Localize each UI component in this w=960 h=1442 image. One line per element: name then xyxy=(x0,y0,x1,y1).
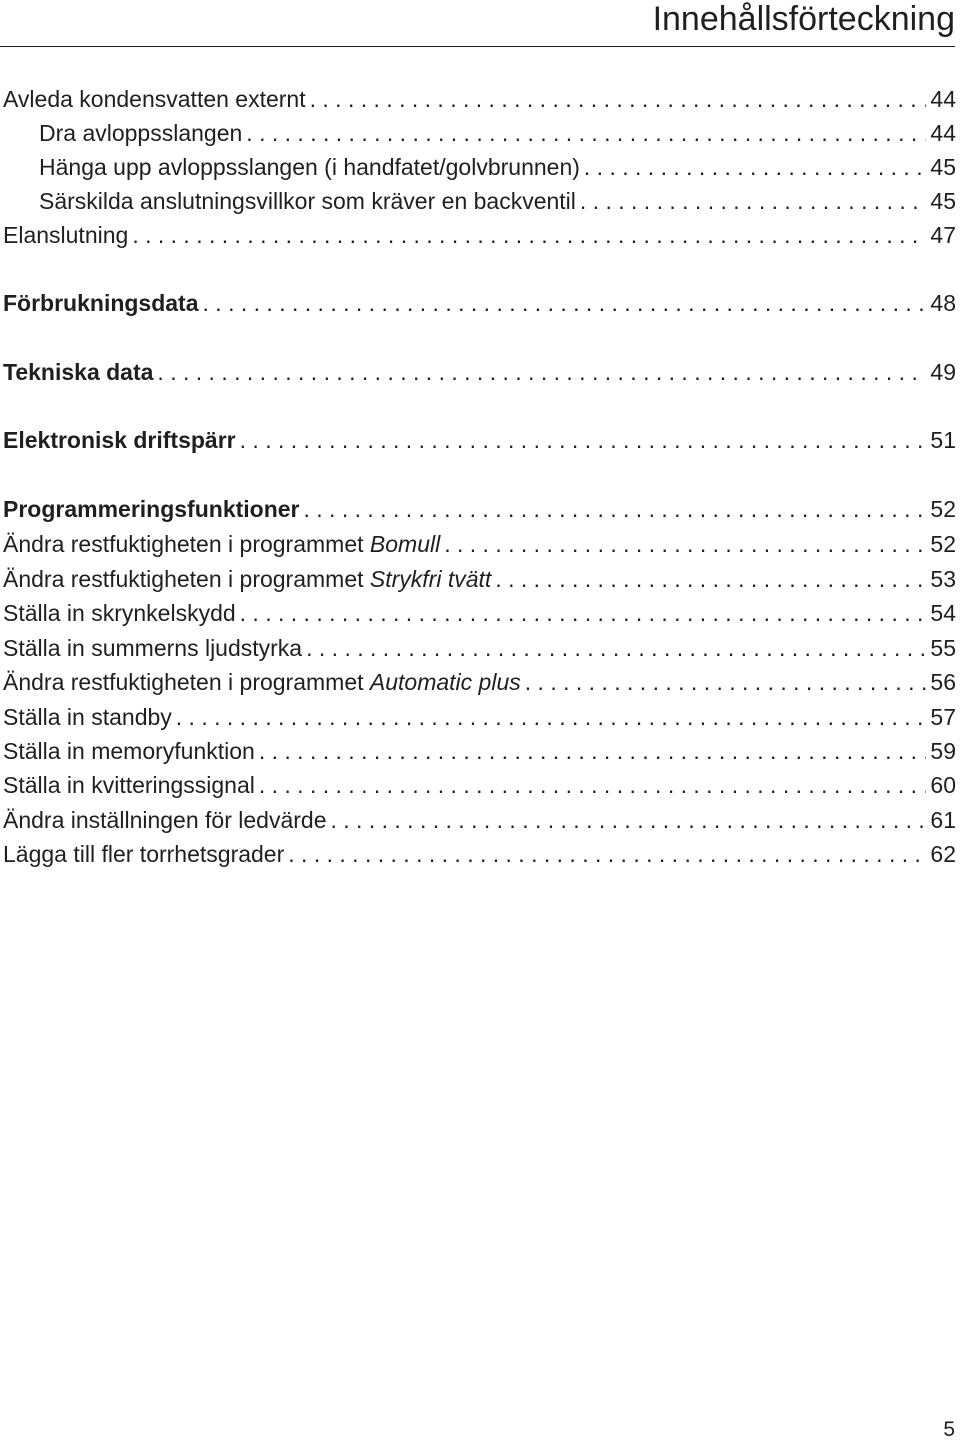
toc-entry[interactable] xyxy=(3,560,956,594)
toc-entry-title-text: Elektronisk driftspärr xyxy=(3,427,236,453)
toc-entry[interactable] xyxy=(3,732,956,766)
toc-entry-title-text: Dra avloppsslangen xyxy=(39,120,243,146)
dot-leader xyxy=(259,736,927,766)
toc-entry-title xyxy=(3,770,255,800)
dot-leader xyxy=(132,220,926,250)
toc-entry[interactable] xyxy=(3,594,956,628)
dot-leader xyxy=(444,529,926,559)
toc-entry-title xyxy=(3,288,199,318)
toc-entry-title xyxy=(3,529,440,559)
toc-entry-title xyxy=(3,598,236,628)
toc-entry-title-text: Elanslutning xyxy=(3,222,129,248)
toc-entry-page: 49 xyxy=(930,359,956,385)
toc-entry-title-text: Ändra restfuktigheten i programmet xyxy=(3,669,370,695)
toc-entry-page: 51 xyxy=(930,427,956,453)
toc-entry-page: 54 xyxy=(930,600,956,626)
toc-entry[interactable] xyxy=(3,490,956,524)
toc-entry-title-text: Programmeringsfunktioner xyxy=(3,496,300,522)
dot-leader xyxy=(304,494,927,524)
toc-entry-title-text: Ändra restfuktigheten i programmet xyxy=(3,531,370,557)
toc-entry-page: 56 xyxy=(930,669,956,695)
dot-leader xyxy=(580,186,927,216)
toc-entry-title-text: Hänga upp avloppsslangen (i handfatet/golvbrunnen) xyxy=(39,154,580,180)
page-title: Innehållsförteckning xyxy=(652,0,955,38)
toc-entry-title-text: Ställa in standby xyxy=(3,704,172,730)
toc-entry-title xyxy=(3,633,302,663)
toc-entry-title xyxy=(3,736,255,766)
toc-entry-title-text: Ändra inställningen för ledvärde xyxy=(3,807,327,833)
dot-leader xyxy=(203,288,927,318)
dot-leader xyxy=(330,805,926,835)
dot-leader xyxy=(584,152,927,182)
toc-entry[interactable] xyxy=(3,216,956,250)
toc-entry-page: 44 xyxy=(930,86,956,112)
toc-entry[interactable] xyxy=(3,801,956,835)
toc-entry-program-name: Strykfri tvätt xyxy=(369,566,492,592)
toc-entry-title xyxy=(3,220,128,250)
toc-entry[interactable] xyxy=(39,182,956,216)
page-header xyxy=(0,0,955,47)
toc-entry[interactable] xyxy=(3,766,956,800)
toc-entry[interactable] xyxy=(39,114,956,148)
dot-leader xyxy=(525,667,927,697)
toc-entry-page: 45 xyxy=(930,154,956,180)
toc-entry-page: 48 xyxy=(930,290,956,316)
toc-entry-page: 52 xyxy=(930,496,956,522)
toc-entry-page: 62 xyxy=(930,841,956,867)
dot-leader xyxy=(495,564,926,594)
toc-entry-title xyxy=(3,357,153,387)
toc-entry[interactable] xyxy=(3,698,956,732)
toc-entry-title xyxy=(39,186,576,216)
page-number: 5 xyxy=(943,1418,955,1441)
toc-entry[interactable] xyxy=(3,663,956,697)
toc-entry-page: 52 xyxy=(930,531,956,557)
toc-entry-page: 59 xyxy=(930,738,956,764)
dot-leader xyxy=(176,702,927,732)
toc-entry-program-name: Bomull xyxy=(369,531,441,557)
toc-entry-page: 57 xyxy=(930,704,956,730)
toc-entry-page: 47 xyxy=(930,222,956,248)
toc-entry[interactable] xyxy=(3,284,956,318)
dot-leader xyxy=(306,633,926,663)
toc-entry-title xyxy=(3,425,236,455)
toc-entry-page: 44 xyxy=(930,120,956,146)
toc-entry[interactable] xyxy=(3,525,956,559)
toc-entry[interactable] xyxy=(39,148,956,182)
dot-leader xyxy=(157,357,926,387)
toc-entry-page: 60 xyxy=(930,772,956,798)
toc-entry-title xyxy=(39,118,242,148)
toc-entry[interactable] xyxy=(3,80,956,114)
toc-entry[interactable] xyxy=(3,835,956,869)
dot-leader xyxy=(310,84,927,114)
toc-entry-title-text: Tekniska data xyxy=(3,359,154,385)
toc-entry-title-text: Lägga till fler torrhetsgrader xyxy=(3,841,285,867)
toc-entry-title-text: Förbrukningsdata xyxy=(3,290,199,316)
toc-entry-title xyxy=(3,839,284,869)
toc-entry[interactable] xyxy=(3,421,956,455)
toc-entry-title xyxy=(3,702,172,732)
dot-leader xyxy=(259,770,927,800)
toc-entry-title-text: Avleda kondensvatten externt xyxy=(3,86,306,112)
dot-leader xyxy=(240,425,927,455)
dot-leader xyxy=(288,839,926,869)
toc-entry-page: 55 xyxy=(930,635,956,661)
toc-entry-title xyxy=(3,667,521,697)
toc-entry-page: 61 xyxy=(930,807,956,833)
toc-entry-title-text: Ställa in kvitteringssignal xyxy=(3,772,255,798)
toc-entry[interactable] xyxy=(3,353,956,387)
toc-entry-page: 45 xyxy=(930,188,956,214)
dot-leader xyxy=(246,118,926,148)
dot-leader xyxy=(240,598,927,628)
toc-entry-title-text: Ställa in memoryfunktion xyxy=(3,738,255,764)
toc-entry-title xyxy=(3,84,306,114)
toc-entry-title xyxy=(3,805,326,835)
toc-entry-title-text: Ställa in skrynkelskydd xyxy=(3,600,236,626)
toc-entry-title xyxy=(39,152,580,182)
toc-entry-title xyxy=(3,564,491,594)
toc-entry-title-text: Ändra restfuktigheten i programmet xyxy=(3,566,370,592)
toc-entry-title xyxy=(3,494,300,524)
toc-entry-title-text: Särskilda anslutningsvillkor som kräver en backventil xyxy=(39,188,576,214)
toc-entry-page: 53 xyxy=(930,566,956,592)
toc-entry-title-text: Ställa in summerns ljudstyrka xyxy=(3,635,303,661)
toc-entry[interactable] xyxy=(3,629,956,663)
toc-entry-program-name: Automatic plus xyxy=(369,669,521,695)
